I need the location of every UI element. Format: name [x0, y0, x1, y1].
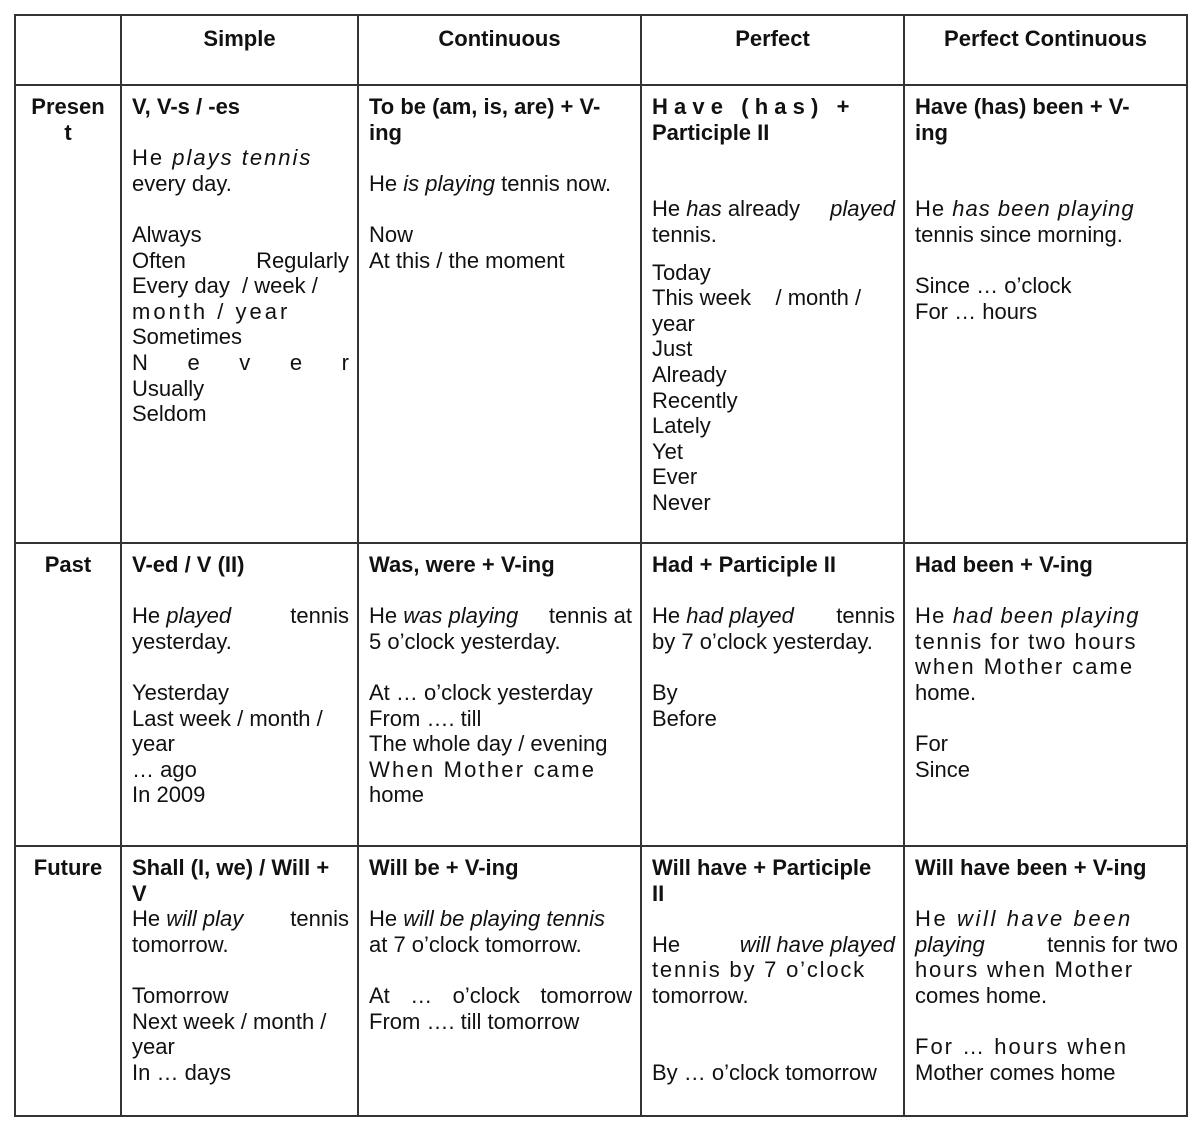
example-post: tennis. — [652, 221, 717, 247]
marker: At … o’clock tomorrow — [369, 982, 632, 1008]
marker: Yet — [652, 438, 684, 464]
example-post: by 7 o’clock yesterday. — [652, 628, 873, 654]
cell-past-continuous — [358, 543, 641, 846]
marker: Every day / week / — [132, 273, 318, 299]
example-verb: will have played — [739, 931, 895, 957]
header-perfect: Perfect — [641, 15, 904, 85]
marker: For — [915, 731, 948, 757]
example-verb: has — [686, 196, 722, 222]
marker: Since … o’clock — [915, 273, 1072, 299]
cell-present-continuous — [358, 85, 641, 543]
example-post: at 7 o’clock tomorrow. — [369, 931, 582, 957]
marker: From …. till — [369, 705, 482, 731]
marker: year — [132, 731, 175, 757]
marker: home — [369, 782, 425, 808]
header-row — [15, 15, 1187, 85]
example-verb: played — [166, 603, 232, 629]
formula-a: Will have + Participle — [652, 855, 872, 880]
row-future — [15, 846, 1187, 1116]
formula-a: Have (has) been + V- — [915, 94, 1130, 119]
marker: Mother comes home — [915, 1059, 1116, 1085]
row-present — [15, 85, 1187, 543]
marker: By — [652, 679, 678, 705]
example-verb: will be playing tennis — [403, 906, 606, 932]
example-pre: He — [132, 145, 173, 171]
example-line: tennis by 7 o’clock — [652, 957, 866, 983]
marker: N e v e r — [132, 349, 349, 375]
row-label-present — [15, 85, 121, 543]
example-mid: tennis at — [542, 603, 632, 629]
example-pre: He — [915, 906, 958, 932]
formula: Will have been + V-ing — [915, 855, 1147, 880]
formula-b: ing — [915, 119, 948, 145]
marker: Seldom — [132, 401, 207, 427]
example-verb: playing — [915, 931, 985, 957]
formula-b: II — [652, 880, 665, 906]
example-line: tennis for two — [1041, 931, 1178, 957]
example-verb: is playing — [403, 170, 495, 196]
example-post: every day. — [132, 170, 232, 196]
example-post: 5 o’clock yesterday. — [369, 628, 561, 654]
example-pre: He — [369, 906, 404, 932]
label-present-b: t — [64, 119, 72, 145]
example-post: yesterday. — [132, 628, 232, 654]
example-mid: tennis — [830, 603, 895, 629]
formula: Had been + V-ing — [915, 552, 1093, 577]
marker: At … o’clock yesterday — [369, 679, 593, 705]
formula-b: V — [132, 880, 147, 906]
example-verb: played — [830, 196, 895, 222]
example-pre: He — [652, 196, 687, 222]
marker: … ago — [132, 756, 197, 782]
example-verb: plays tennis — [172, 145, 313, 171]
marker: Always — [132, 221, 202, 247]
example-post: tomorrow. — [132, 931, 229, 957]
example-line: home. — [915, 679, 977, 705]
example-pre: He — [132, 603, 167, 629]
corner-cell — [15, 15, 121, 85]
marker: This week / month / — [652, 285, 862, 311]
example-line: comes home. — [915, 982, 1048, 1008]
marker: Today — [652, 259, 711, 285]
example-pre: He — [915, 196, 953, 222]
example-line: when Mother came — [915, 654, 1135, 680]
row-past — [15, 543, 1187, 846]
example-verb: was playing — [403, 603, 519, 629]
marker: Just — [652, 336, 693, 362]
example-mid: tennis — [284, 603, 349, 629]
example-pre: He — [915, 603, 953, 629]
cell-past-perfect-continuous — [904, 543, 1187, 846]
formula-a: To be (am, is, are) + V- — [369, 94, 601, 119]
marker: From …. till tomorrow — [369, 1008, 580, 1034]
cell-future-continuous — [358, 846, 641, 1116]
example-mid: tennis — [284, 906, 349, 932]
formula-a: H a v e ( h a s ) + — [652, 94, 850, 119]
marker: Next week / month / — [132, 1008, 327, 1034]
formula: Was, were + V-ing — [369, 552, 555, 577]
cell-future-simple — [121, 846, 358, 1116]
example-pre: He — [652, 603, 687, 629]
example-verb: will play — [166, 906, 244, 932]
example-pre: He — [132, 906, 167, 932]
cell-present-perfect — [641, 85, 904, 543]
marker: year — [652, 310, 695, 336]
label-present-a: Presen — [31, 94, 105, 119]
cell-present-simple — [121, 85, 358, 543]
cell-future-perfect — [641, 846, 904, 1116]
example-verb: had played — [686, 603, 794, 629]
example-mid: already — [721, 196, 807, 222]
example-post: tennis since morning. — [915, 221, 1123, 247]
marker: For … hours when — [915, 1034, 1128, 1060]
example-pre: He — [652, 931, 687, 957]
formula: Will be + V-ing — [369, 855, 519, 880]
marker: In … days — [132, 1059, 232, 1085]
marker: Usually — [132, 375, 205, 401]
marker: Last week / month / — [132, 705, 323, 731]
marker: Tomorrow — [132, 982, 229, 1008]
marker: Already — [652, 361, 727, 387]
marker: year — [132, 1034, 175, 1060]
marker: Sometimes — [132, 324, 243, 350]
marker: Now — [369, 221, 414, 247]
marker: By … o’clock tomorrow — [652, 1059, 877, 1085]
formula: V, V-s / -es — [132, 94, 241, 119]
marker: month / year — [132, 298, 291, 324]
marker: When Mother came — [369, 756, 597, 782]
formula-b: Participle II — [652, 119, 770, 145]
cell-future-perfect-continuous — [904, 846, 1187, 1116]
row-label-past: Past — [15, 543, 121, 846]
example-verb: had been playing — [952, 603, 1140, 629]
formula-a: Shall (I, we) / Will + — [132, 855, 330, 880]
cell-past-perfect — [641, 543, 904, 846]
marker: Never — [652, 489, 711, 515]
marker: At this / the moment — [369, 247, 565, 273]
marker: For … hours — [915, 298, 1038, 324]
example-verb: will have been — [957, 906, 1133, 932]
tenses-table — [14, 14, 1188, 1117]
example-verb: has been playing — [952, 196, 1135, 222]
marker: In 2009 — [132, 782, 206, 808]
marker: Ever — [652, 464, 698, 490]
header-simple: Simple — [121, 15, 358, 85]
marker: Before — [652, 705, 717, 731]
formula-b: ing — [369, 119, 402, 145]
header-perfect-continuous: Perfect Continuous — [904, 15, 1187, 85]
marker: Recently — [652, 387, 738, 413]
example-post: tennis now. — [494, 170, 612, 196]
example-pre: He — [369, 170, 404, 196]
marker: The whole day / evening — [369, 731, 608, 757]
marker: Since — [915, 756, 971, 782]
formula: V-ed / V (II) — [132, 552, 245, 577]
marker: Lately — [652, 413, 711, 439]
header-continuous: Continuous — [358, 15, 641, 85]
example-line: tomorrow. — [652, 982, 749, 1008]
cell-past-simple — [121, 543, 358, 846]
example-pre: He — [369, 603, 404, 629]
formula: Had + Participle II — [652, 552, 837, 577]
cell-present-perfect-continuous — [904, 85, 1187, 543]
marker: Yesterday — [132, 679, 230, 705]
example-line: tennis for two hours — [915, 628, 1137, 654]
example-line: hours when Mother — [915, 957, 1134, 983]
row-label-future: Future — [15, 846, 121, 1116]
marker: Often Regularly — [132, 247, 349, 273]
